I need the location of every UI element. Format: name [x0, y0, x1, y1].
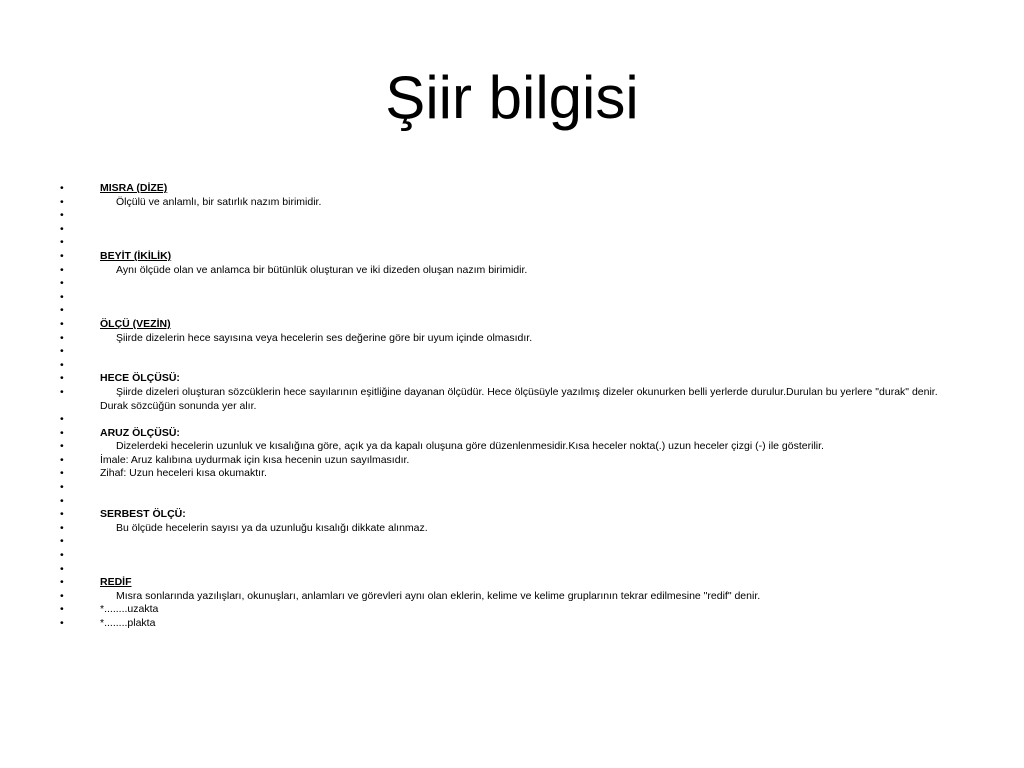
bullet-marker: •: [60, 372, 64, 385]
bullet-text: ARUZ ÖLÇÜSÜ:: [100, 426, 180, 439]
bullet-marker: •: [60, 494, 64, 507]
bullet-marker: •: [60, 209, 64, 222]
section-heading: [60, 372, 950, 386]
bullet-marker: •: [60, 249, 64, 262]
bullet-marker: •: [60, 182, 64, 194]
bullet-text: Mısra sonlarında yazılışları, okunuşları, anlamları ve görevleri aynı olan eklerin, kelime ve kelime gruplarının tekrar edilmesine "redif" denir.: [116, 589, 761, 602]
bullet-text: REDİF: [100, 576, 132, 589]
empty-bullet: [60, 535, 950, 549]
section-heading: [60, 427, 950, 441]
bullet-marker: •: [60, 263, 64, 276]
empty-bullet: [60, 291, 950, 305]
bullet-text: Bu ölçüde hecelerin sayısı ya da uzunluğu kısalığı dikkate alınmaz.: [116, 521, 428, 534]
bullet-text: *........uzakta: [100, 603, 159, 616]
section-heading: [60, 508, 950, 522]
bullet-marker: •: [60, 562, 64, 575]
bullet-marker: •: [60, 589, 64, 602]
bullet-marker: •: [60, 549, 64, 562]
bullet-list: [60, 182, 950, 631]
bullet-text: Dizelerdeki hecelerin uzunluk ve kısalığına göre, açık ya da kapalı oluşuna göre düzenlenmesidir.Kısa heceler nokta(.) uzun heceler çizgi (-) ile gösterilir.: [116, 440, 824, 453]
bullet-marker: •: [60, 222, 64, 235]
bullet-marker: •: [60, 304, 64, 317]
empty-bullet: [60, 277, 950, 291]
slide-title: Şiir bilgisi: [385, 64, 639, 131]
section-heading: [60, 182, 950, 196]
bullet-text: Zihaf: Uzun heceleri kısa okumaktır.: [100, 467, 267, 480]
empty-bullet: [60, 481, 950, 495]
list-item: [60, 522, 950, 536]
bullet-text: *........plakta: [100, 617, 156, 629]
bullet-text: MISRA (DİZE): [100, 182, 168, 194]
section-heading: [60, 250, 950, 264]
bullet-marker: •: [60, 576, 64, 589]
bullet-marker: •: [60, 195, 64, 208]
bullet-marker: •: [60, 617, 64, 629]
bullet-marker: •: [60, 290, 64, 303]
bullet-marker: •: [60, 521, 64, 534]
bullet-marker: •: [60, 440, 64, 453]
list-item: [60, 440, 950, 454]
bullet-text: İmale: Aruz kalıbına uydurmak için kısa hecenin uzun sayılmasıdır.: [100, 453, 410, 466]
bullet-marker: •: [60, 467, 64, 480]
empty-bullet: [60, 236, 950, 250]
empty-bullet: [60, 549, 950, 563]
list-item: [60, 467, 950, 481]
bullet-marker: •: [60, 385, 64, 398]
bullet-marker: •: [60, 508, 64, 521]
bullet-marker: •: [60, 535, 64, 548]
empty-bullet: [60, 359, 950, 373]
bullet-marker: •: [60, 317, 64, 330]
empty-bullet: [60, 413, 950, 427]
list-item: [60, 196, 950, 210]
empty-bullet: [60, 495, 950, 509]
bullet-marker: •: [60, 277, 64, 290]
list-item: [60, 590, 950, 604]
bullet-marker: •: [60, 236, 64, 249]
bullet-text: Ölçülü ve anlamlı, bir satırlık nazım birimidir.: [116, 195, 322, 208]
bullet-marker: •: [60, 603, 64, 616]
bullet-text: Şiirde dizelerin hece sayısına veya hecelerin ses değerine göre bir uyum içinde olmasıdır.: [116, 331, 533, 344]
bullet-marker: •: [60, 481, 64, 494]
empty-bullet: [60, 223, 950, 237]
list-item: [60, 617, 950, 631]
list-item: [60, 603, 950, 617]
bullet-text: BEYİT (İKİLİK): [100, 249, 172, 262]
bullet-text: ÖLÇÜ (VEZİN): [100, 317, 171, 330]
bullet-text: HECE ÖLÇÜSÜ:: [100, 372, 180, 385]
section-heading: [60, 576, 950, 590]
empty-bullet: [60, 209, 950, 223]
section-heading: [60, 318, 950, 332]
bullet-text: Şiirde dizeleri oluşturan sözcüklerin hece sayılarının eşitliğine dayanan ölçüdür. Hece ölçüsüyle yazılmış dizeler okunurken belli yerlerde durulur.Durulan bu yerlere "durak" denir. Durak sözcüğün sonunda yer alır.: [100, 385, 938, 412]
list-item: [60, 264, 950, 278]
bullet-marker: •: [60, 453, 64, 466]
bullet-text: Aynı ölçüde olan ve anlamca bir bütünlük oluşturan ve iki dizeden oluşan nazım birimidir.: [116, 263, 528, 276]
list-item: [60, 386, 950, 413]
list-item: [60, 332, 950, 346]
bullet-marker: •: [60, 331, 64, 344]
empty-bullet: [60, 345, 950, 359]
empty-bullet: [60, 304, 950, 318]
bullet-marker: •: [60, 426, 64, 439]
bullet-marker: •: [60, 345, 64, 358]
bullet-marker: •: [60, 413, 64, 426]
list-item: [60, 454, 950, 468]
empty-bullet: [60, 563, 950, 577]
bullet-marker: •: [60, 358, 64, 371]
bullet-text: SERBEST ÖLÇÜ:: [100, 508, 186, 521]
